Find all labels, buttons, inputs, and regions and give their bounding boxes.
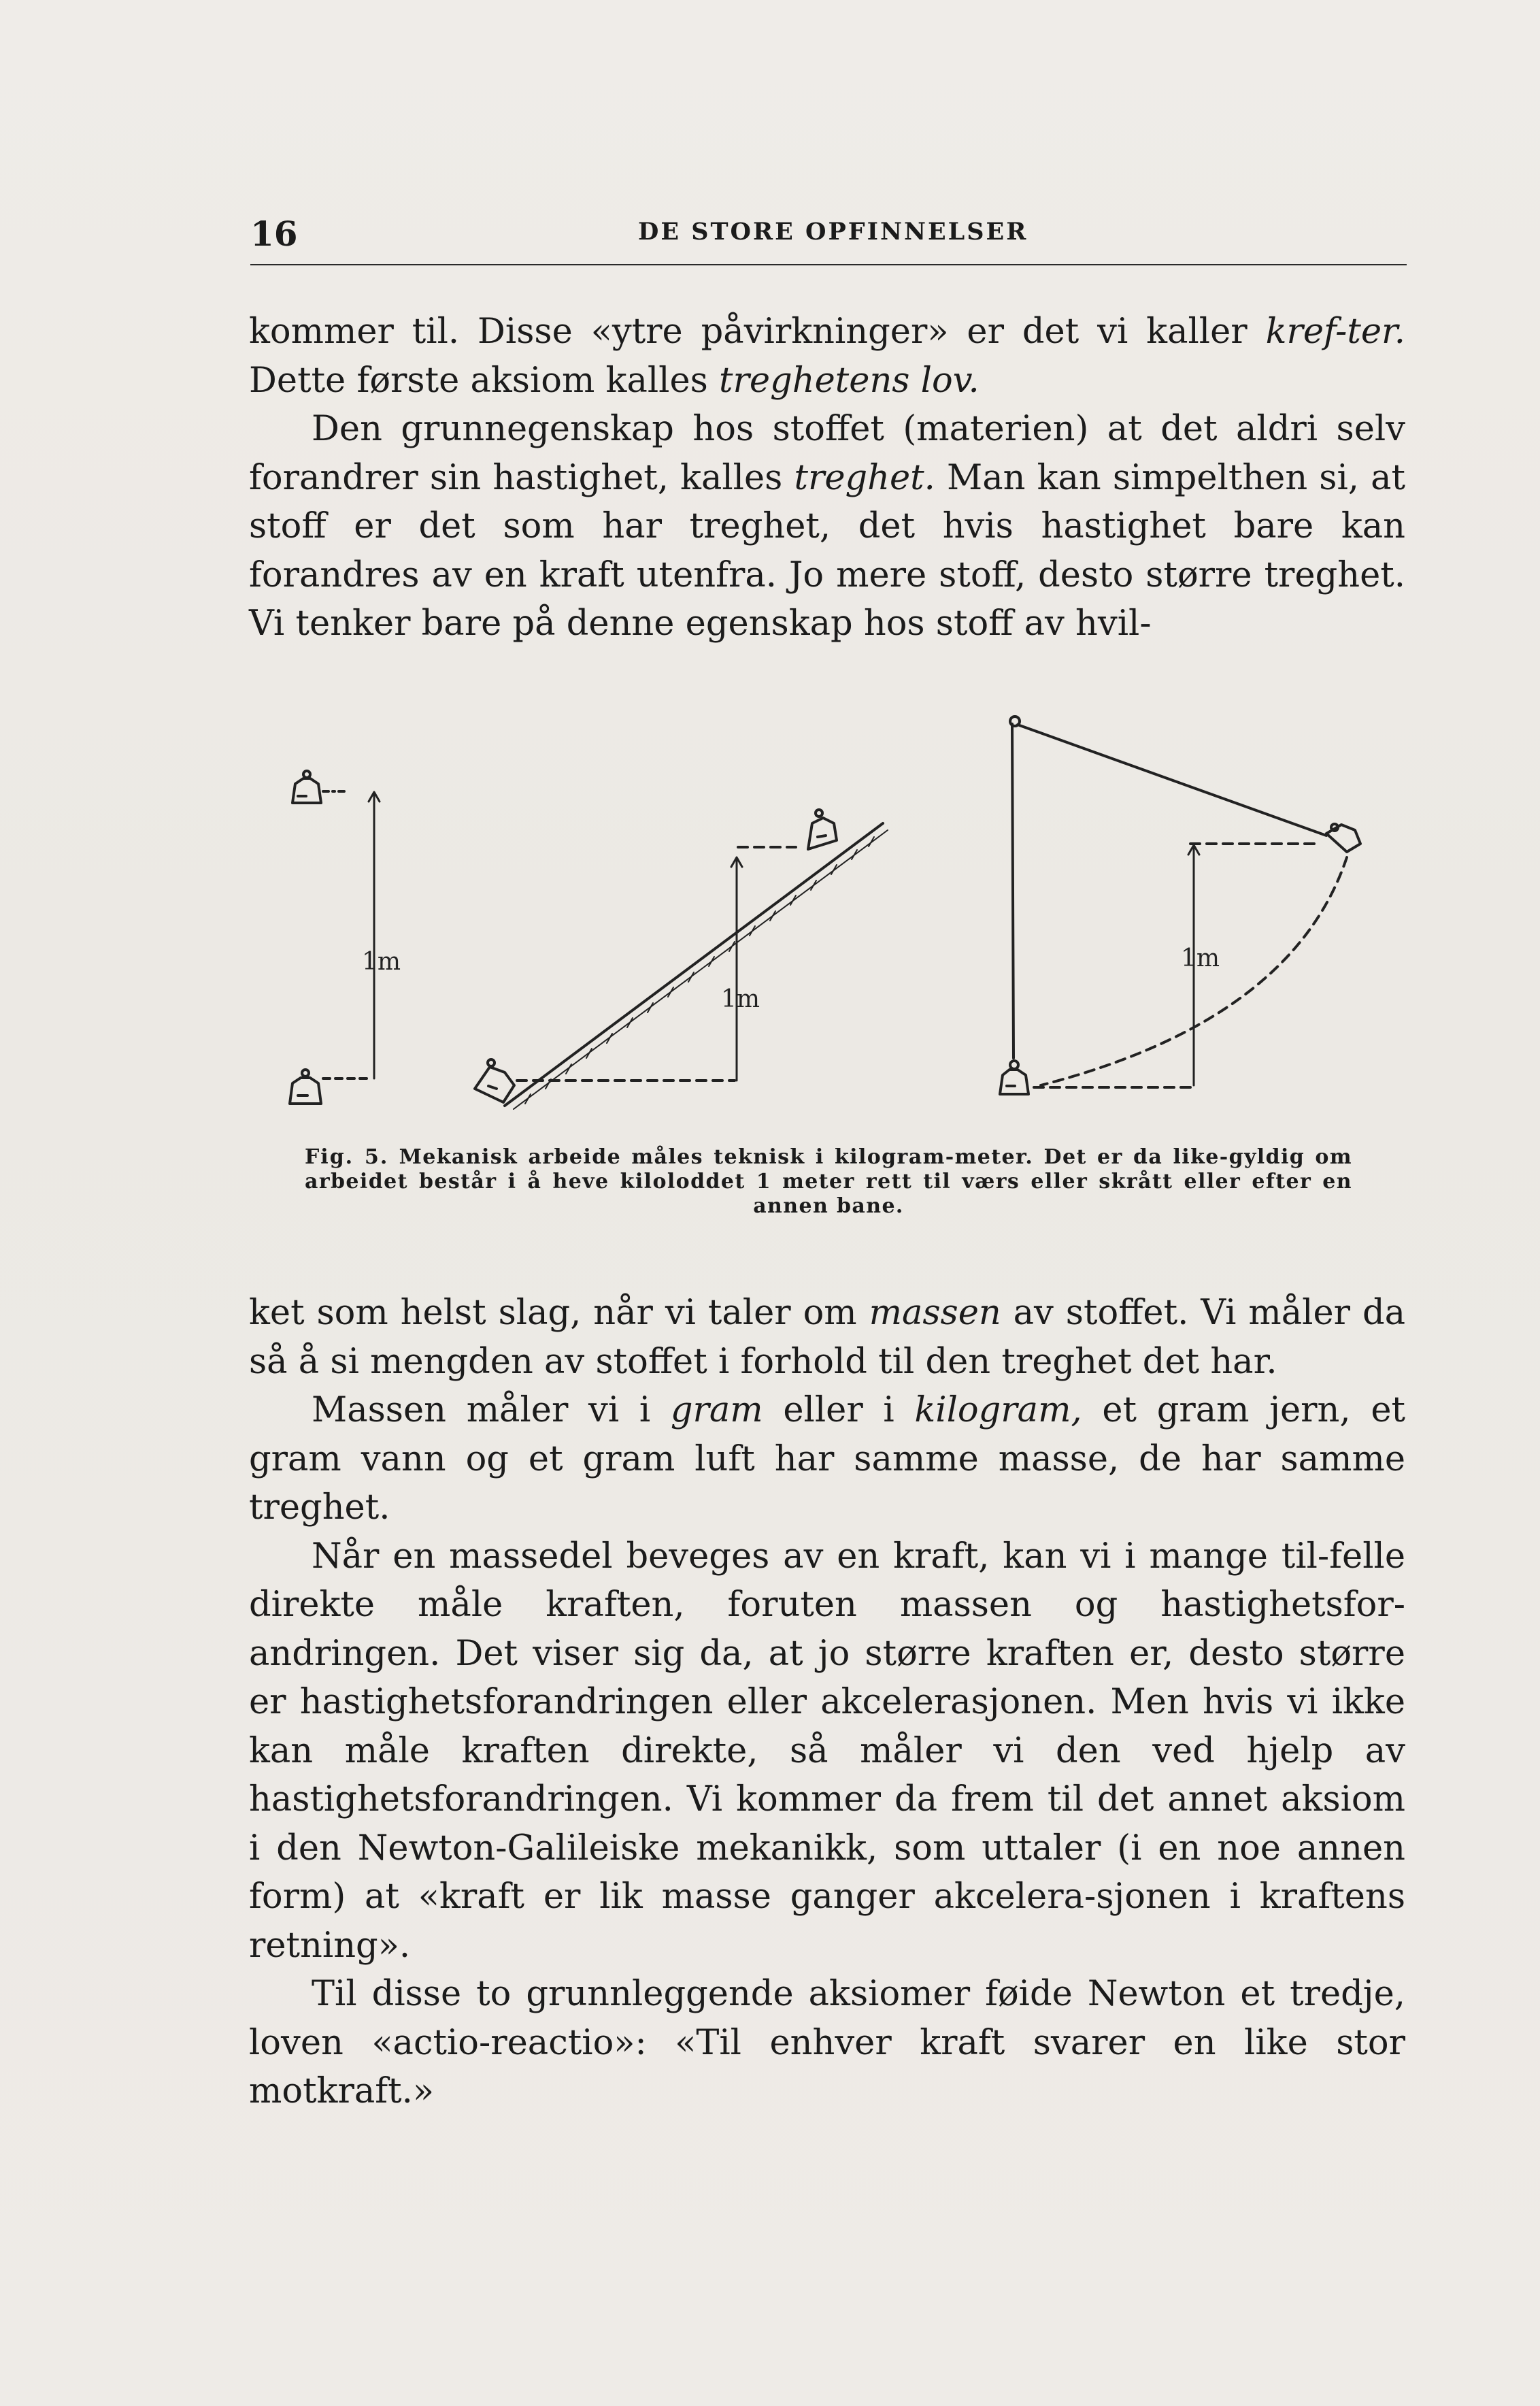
weight-icon-hanging xyxy=(1000,1061,1028,1094)
weight-icon-slope-high xyxy=(808,810,837,849)
text-block-bottom xyxy=(249,1289,1405,2116)
weight-icon-bottom xyxy=(290,1070,321,1104)
figure-5-illustration xyxy=(258,708,1388,1130)
panel-inclined-plane xyxy=(475,810,888,1109)
page-number: 16 xyxy=(250,214,298,254)
paragraph: Når en massedel beveges av en kraft, kan vi i mange til-felle direkte måle kraften, foruten massen og hastighetsfor-andringen. Det viser sig da, at jo større kraften er, desto større er hastighetsforandringen eller akcelerasjonen. Men hvis vi ikke kan måle kraften direkte, så måler vi den ved hjelp av hastighetsforandringen. Vi kommer da frem til det annet aksiom i den Newton-Galileiske mekanikk, som uttaler (i en noe annen form) at «kraft er lik masse ganger akcelera-sjonen i kraftens retning». xyxy=(249,1536,1405,1966)
paragraph: Den grunnegenskap hos stoffet (materien) at det aldri selv forandrer sin hastighet, kalles treghet. Man kan simpelthen si, at stoff er det som har treghet, det hvis hastighet bare kan forandres av en kraft utenfra. Jo mere stoff, desto større treghet. Vi tenker bare på denne egenskap hos stoff av hvil- xyxy=(249,409,1405,644)
paragraph: ket som helst slag, når vi taler om massen av stoffet. Vi måler da så å si mengden av stoffet i forhold til den treghet det har. xyxy=(249,1293,1405,1382)
height-label-2: 1m xyxy=(721,985,760,1013)
figure-label: Fig. 5. xyxy=(305,1145,389,1169)
figure-caption xyxy=(305,1145,1352,1219)
panel-pendulum xyxy=(1000,716,1360,1094)
caption-text: Mekanisk arbeide måles teknisk i kilogram-meter. Det er da like-gyldig om arbeidet består i å heve kiloloddet 1 meter rett til værs eller skrått eller efter en annen bane. xyxy=(305,1145,1352,1218)
height-label-1: 1m xyxy=(362,948,401,976)
running-title: DE STORE OPFINNELSER xyxy=(638,218,1028,246)
height-label-3: 1m xyxy=(1181,944,1220,972)
paragraph: Til disse to grunnleggende aksiomer føide Newton et tredje, loven «actio-reactio»: «Til enhver kraft svarer en like stor motkraft.» xyxy=(249,1974,1405,2111)
text-block-top xyxy=(249,308,1405,648)
paragraph: kommer til. Disse «ytre påvirkninger» er det vi kaller kref-ter. Dette første aksiom kalles treghetens lov. xyxy=(249,312,1405,401)
weight-icon-swung xyxy=(1326,824,1360,852)
page-header xyxy=(250,210,1407,265)
weight-icon-top xyxy=(292,771,321,803)
weight-icon-slope-low xyxy=(475,1059,514,1102)
panel-vertical-lift xyxy=(290,771,401,1104)
paragraph: Massen måler vi i gram eller i kilogram, et gram jern, et gram vann og et gram luft har samme masse, de har samme treghet. xyxy=(249,1390,1405,1528)
